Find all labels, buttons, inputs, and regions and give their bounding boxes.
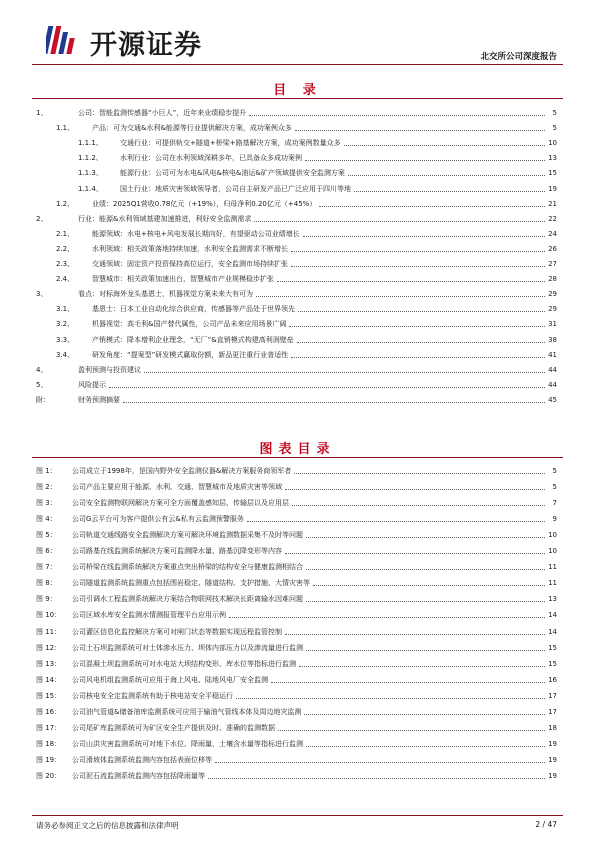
entry-number: 图 4： — [36, 515, 57, 524]
figure-entry[interactable] — [0, 481, 595, 493]
dot-leader — [254, 221, 545, 222]
entry-page-number: 44 — [548, 365, 557, 374]
entry-title: 公司土石坝监测系统可对土体渗水压力、坝体内部压力以及渗流量进行监测 — [72, 643, 303, 652]
entry-page-number: 5 — [552, 124, 557, 133]
footer-divider — [32, 815, 563, 816]
entry-number: 图 3： — [36, 499, 57, 508]
entry-title: 公司引调水工程监测系统解决方案结合物联网技术解决长距离输水因难问题 — [72, 595, 303, 604]
toc-entry[interactable] — [0, 349, 595, 361]
company-logo — [46, 18, 226, 60]
entry-number: 1.1、 — [56, 124, 75, 133]
dot-leader — [304, 714, 545, 715]
entry-page-number: 22 — [548, 214, 557, 223]
entry-page-number: 28 — [548, 275, 557, 284]
entry-title: 机器视觉：高毛利&国产替代属性，公司产品未来应用场景广阔 — [92, 320, 287, 329]
entry-title: 水利领域：相关政策落地持续加速，水利安全监测需求不断增长 — [92, 244, 288, 253]
dot-leader — [348, 175, 545, 176]
entry-number: 图 12： — [36, 643, 62, 652]
entry-title: 财务预测摘要 — [78, 395, 120, 404]
dot-leader — [229, 617, 545, 618]
entry-page-number: 29 — [548, 290, 557, 299]
entry-title: 公司灌区信息化监控解决方案可对闸门状态等数据实现远程监管控制 — [72, 627, 282, 636]
entry-title: 公司混凝土坝监测系统可对水电站大坝结构变形、库水位等指标进行监测 — [72, 659, 296, 668]
entry-page-number: 10 — [548, 531, 557, 540]
entry-number: 3.1、 — [56, 305, 75, 314]
dot-leader — [306, 537, 545, 538]
entry-title: 公司安全监测物联网解决方案可全方面覆盖感知层、传输层以及应用层 — [72, 499, 289, 508]
entry-number: 3.4、 — [56, 350, 75, 359]
entry-page-number: 14 — [548, 627, 557, 636]
entry-number: 1、 — [36, 109, 48, 117]
dot-leader — [305, 160, 545, 161]
entry-number: 2.3、 — [56, 260, 75, 268]
entry-number: 图 2： — [36, 483, 57, 492]
entry-number: 图 14： — [36, 675, 62, 684]
dot-leader — [285, 489, 545, 490]
entry-title: 公司桥梁在线监测系统解决方案重点突出桥梁的结构安全与健康监测相结合 — [72, 563, 303, 572]
logo-mark-icon — [46, 18, 86, 58]
entry-page-number: 11 — [548, 563, 557, 572]
figure-entry[interactable] — [0, 561, 595, 573]
entry-page-number: 44 — [548, 380, 557, 389]
entry-page-number: 19 — [548, 771, 557, 780]
entry-number: 1.1.4、 — [78, 184, 103, 193]
entry-number: 图 13： — [36, 659, 62, 668]
entry-title: 能源行业：公司可为水电&风电&核电&油运&矿产领域提供安全监测方案 — [120, 169, 345, 178]
entry-title: 公司区域水库安全监测水情测报管理平台应用示例 — [72, 611, 226, 620]
entry-number: 2、 — [36, 214, 48, 223]
entry-page-number: 19 — [548, 755, 557, 764]
entry-title: 能源领域：水电+核电+风电发展长期向好，有望驱动公司业绩增长 — [92, 229, 300, 238]
entry-page-number: 7 — [552, 499, 557, 508]
dot-leader — [208, 778, 545, 779]
dot-leader — [123, 402, 545, 403]
entry-title: 看点：对标海外龙头基恩士，机器视觉方案未来大有可为 — [78, 290, 253, 299]
figure-entry[interactable] — [0, 674, 595, 686]
dot-leader — [297, 342, 545, 343]
entry-title: 公司路基在线监测系统解决方案可监测降水量、路基沉降变形等内容 — [72, 547, 282, 556]
entry-page-number: 18 — [548, 723, 557, 732]
entry-page-number: 16 — [548, 675, 557, 684]
entry-number: 图 17： — [36, 723, 62, 732]
entry-page-number: 10 — [548, 547, 557, 556]
entry-title: 行业：能源&水利领域基建加速推进，利好安全监测需求 — [78, 214, 252, 223]
toc-entry[interactable] — [0, 198, 595, 210]
entry-page-number: 13 — [548, 154, 557, 163]
entry-page-number: 45 — [548, 395, 557, 404]
entry-page-number: 19 — [548, 739, 557, 748]
entry-title: 公司山洪灾害监测系统可对地下水位、降雨量、土壤含水量等指标进行监测 — [72, 739, 303, 748]
logo-text: 开源证券 — [90, 30, 202, 61]
dot-leader — [303, 236, 545, 237]
entry-page-number: 5 — [552, 109, 557, 117]
entry-page-number: 10 — [548, 139, 557, 148]
entry-page-number: 24 — [548, 229, 557, 238]
dot-leader — [256, 296, 545, 297]
figure-entry[interactable] — [0, 658, 595, 670]
dot-leader — [144, 372, 545, 373]
entry-number: 2.4、 — [56, 275, 75, 284]
entry-page-number: 11 — [548, 579, 557, 588]
dot-leader — [298, 311, 545, 312]
entry-number: 5、 — [36, 380, 48, 389]
header-divider — [32, 64, 563, 65]
entry-page-number: 31 — [548, 320, 557, 329]
figure-entry[interactable] — [0, 690, 595, 702]
entry-number: 2.1、 — [56, 229, 75, 238]
figure-entry[interactable] — [0, 642, 595, 654]
entry-number: 图 15： — [36, 691, 62, 700]
entry-title: 公司：智能监测传感器“小巨人”，近年来业绩稳步提升 — [78, 109, 247, 117]
dot-leader — [289, 326, 545, 327]
toc-entry[interactable] — [0, 213, 595, 225]
footer-disclaimer: 请务必参阅正文之后的信息披露和法律声明 — [36, 821, 179, 830]
entry-title: 盈利预测与投资建议 — [78, 365, 141, 374]
figure-entry[interactable] — [0, 609, 595, 621]
entry-page-number: 17 — [548, 707, 557, 716]
figure-entry[interactable] — [0, 770, 595, 782]
dot-leader — [354, 191, 545, 192]
dot-leader — [236, 698, 545, 699]
toc-entry[interactable] — [0, 243, 595, 255]
figure-entry[interactable] — [0, 754, 595, 766]
entry-page-number: 27 — [548, 260, 557, 268]
toc-entry[interactable] — [0, 228, 595, 240]
dot-leader — [291, 266, 545, 267]
toc-entry[interactable] — [0, 152, 595, 164]
entry-title: 产销模式：降本增利企业理念，“无厂”&直销模式构建高利润壁垒 — [92, 335, 294, 344]
entry-page-number: 17 — [548, 691, 557, 700]
dot-leader — [271, 682, 545, 683]
dot-leader — [306, 650, 545, 651]
entry-page-number: 26 — [548, 244, 557, 253]
entry-number: 图 11： — [36, 627, 62, 636]
entry-title: 公司油气管道&储备油库监测系统可应用于输油气管线本体及周边地灾监测 — [72, 707, 302, 716]
toc-entry[interactable] — [0, 137, 595, 149]
entry-title: 风险提示 — [78, 380, 106, 389]
dot-leader — [313, 585, 545, 586]
report-type-label: 北交所公司深度报告 — [480, 52, 557, 62]
entry-title: 交通行业：可提供轨交+隧道+桥梁+路基解决方案，成功案例数量众多 — [120, 139, 341, 148]
entry-title: 产品：可为交通&水利&能源等行业提供解决方案，成功案例众多 — [92, 124, 292, 133]
entry-number: 附： — [36, 395, 50, 404]
entry-title: 公司隧道监测系统监测重点包括围岩稳定、隧道结构、支护措施、大情灾害等 — [72, 579, 310, 588]
figure-entry[interactable] — [0, 513, 595, 525]
dot-leader — [319, 206, 545, 207]
figure-entry[interactable] — [0, 545, 595, 557]
dot-leader — [306, 601, 545, 602]
entry-title: 业绩：2025Q1营收0.78亿元（+19%），归母净利0.20亿元（+45%） — [92, 199, 317, 208]
entry-number: 3、 — [36, 290, 48, 299]
entry-page-number: 19 — [548, 184, 557, 193]
entry-title: 公司轨道交通线路安全监测解决方案可解决环境监测数据采集不及时等问题 — [72, 531, 303, 540]
entry-number: 图 1： — [36, 467, 57, 475]
dot-leader — [285, 553, 545, 554]
dot-leader — [306, 746, 545, 747]
figure-entry[interactable] — [0, 593, 595, 605]
dot-leader — [109, 387, 545, 388]
entry-title: 基恩士：日本工业自动化综合供应商，传感器等产品处于世界领先 — [92, 305, 295, 314]
page-number: 2 / 47 — [535, 820, 557, 829]
toc-entry[interactable] — [0, 364, 595, 376]
entry-page-number: 13 — [548, 595, 557, 604]
toc-entry[interactable] — [0, 394, 595, 406]
entry-title: 交通领域：固定资产投资保持高位运行，安全监测市场持续扩张 — [92, 260, 288, 268]
toc-entry[interactable] — [0, 379, 595, 391]
dot-leader — [344, 145, 545, 146]
entry-page-number: 21 — [548, 199, 557, 208]
figure-entry[interactable] — [0, 722, 595, 734]
dot-leader — [278, 730, 545, 731]
toc-entry[interactable] — [0, 318, 595, 330]
entry-number: 图 18： — [36, 739, 62, 748]
entry-number: 4、 — [36, 365, 48, 374]
toc-entry[interactable] — [0, 167, 595, 179]
figures-title: 图表目录 — [259, 442, 336, 457]
toc-entry[interactable] — [0, 258, 595, 270]
dot-leader — [294, 473, 545, 474]
dot-leader — [285, 634, 545, 635]
entry-title: 公司尾矿库监测系统可为矿区安全生产提供及时、准确的监测数据 — [72, 723, 275, 732]
entry-page-number: 15 — [548, 643, 557, 652]
entry-page-number: 15 — [548, 169, 557, 178]
entry-number: 图 19： — [36, 755, 62, 764]
figure-entry[interactable] — [0, 626, 595, 638]
entry-title: 公司核电安全定监测系统有助于核电站安全平稳运行 — [72, 691, 233, 700]
toc-entry[interactable] — [0, 107, 595, 119]
entry-number: 1.1.3、 — [78, 169, 103, 178]
figure-entry[interactable] — [0, 497, 595, 509]
entry-title: 公司G云平台可为客户提供公有云&私有云监测预警服务 — [72, 515, 244, 524]
dot-leader — [215, 762, 545, 763]
figures-title-divider — [32, 457, 563, 458]
entry-number: 图 7： — [36, 563, 57, 572]
entry-title: 公司风电机组监测系统可应用于海上风电、陆地风电厂安全监测 — [72, 675, 268, 684]
figure-entry[interactable] — [0, 465, 595, 477]
entry-page-number: 9 — [552, 515, 557, 524]
toc-title: 目 录 — [273, 83, 322, 98]
entry-title: 智慧城市：相关政策加速出台，智慧城市产业规模稳步扩张 — [92, 275, 274, 284]
entry-number: 2.2、 — [56, 244, 75, 253]
entry-page-number: 14 — [548, 611, 557, 620]
dot-leader — [247, 521, 545, 522]
entry-number: 3.2、 — [56, 320, 75, 329]
entry-number: 图 10： — [36, 611, 62, 620]
toc-title-divider — [32, 98, 563, 99]
entry-title: 公司滑坡体监测系统监测内容包括表面位移等 — [72, 755, 212, 764]
entry-title: 研发角度：“提案型”研发模式赢取份额，新品更注重行业普适性 — [92, 350, 289, 359]
entry-number: 图 20： — [36, 771, 62, 780]
entry-title: 公司泥石流监测系统监测内容包括降雨量等 — [72, 771, 205, 780]
figure-entry[interactable] — [0, 529, 595, 541]
entry-number: 图 6： — [36, 547, 57, 556]
dot-leader — [295, 130, 545, 131]
toc-entry[interactable] — [0, 122, 595, 134]
entry-page-number: 38 — [548, 335, 557, 344]
entry-number: 图 9： — [36, 595, 57, 604]
dot-leader — [299, 666, 545, 667]
dot-leader — [291, 357, 545, 358]
entry-title: 水利行业：公司在水利领域深耕多年，已具备众多成功案例 — [120, 154, 302, 163]
toc-entry[interactable] — [0, 303, 595, 315]
entry-page-number: 15 — [548, 659, 557, 668]
entry-number: 图 16： — [36, 707, 62, 716]
entry-title: 国土行业：地质灾害领域领导者，公司自主研发产品已广泛应用于四川等地 — [120, 184, 351, 193]
dot-leader — [249, 115, 545, 116]
dot-leader — [306, 569, 545, 570]
dot-leader — [292, 505, 545, 506]
entry-number: 图 5： — [36, 531, 57, 540]
entry-number: 1.1.1、 — [78, 139, 103, 148]
entry-page-number: 29 — [548, 305, 557, 314]
entry-number: 1.1.2、 — [78, 154, 103, 163]
toc-entry[interactable] — [0, 288, 595, 300]
entry-title: 公司产品主要应用于能源、水利、交通、智慧城市及地质灾害等领域 — [72, 483, 282, 492]
entry-number: 3.3、 — [56, 335, 75, 344]
figure-entry[interactable] — [0, 577, 595, 589]
entry-title: 公司成立于1998年，是国内野外安全监测仪器&解决方案服务商领军者 — [72, 467, 292, 475]
toc-entry[interactable] — [0, 334, 595, 346]
entry-page-number: 41 — [548, 350, 557, 359]
toc-entry[interactable] — [0, 183, 595, 195]
dot-leader — [291, 251, 545, 252]
toc-entry[interactable] — [0, 273, 595, 285]
dot-leader — [277, 281, 545, 282]
figure-entry[interactable] — [0, 738, 595, 750]
entry-number: 图 8： — [36, 579, 57, 588]
entry-page-number: 5 — [552, 483, 557, 492]
entry-page-number: 5 — [552, 467, 557, 475]
entry-number: 1.2、 — [56, 199, 75, 208]
figure-entry[interactable] — [0, 706, 595, 718]
